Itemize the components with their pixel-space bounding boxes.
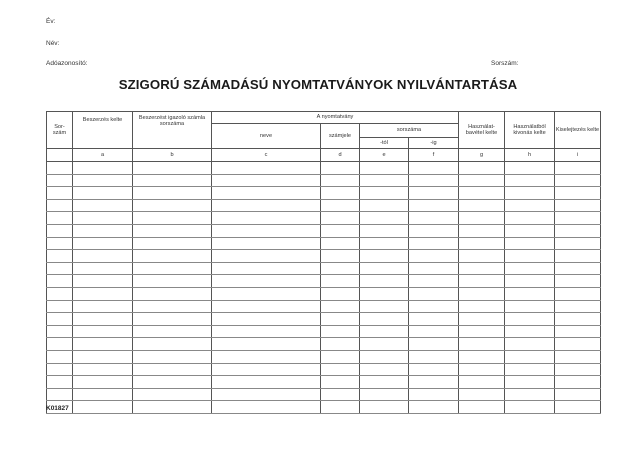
- table-cell[interactable]: [459, 287, 505, 300]
- table-cell[interactable]: [133, 162, 212, 175]
- header-szamjele: számjele: [321, 124, 360, 149]
- table-cell[interactable]: [133, 325, 212, 338]
- table-cell[interactable]: [360, 325, 409, 338]
- table-cell[interactable]: [212, 363, 321, 376]
- table-cell[interactable]: [409, 388, 459, 401]
- table-cell[interactable]: [73, 325, 133, 338]
- table-cell[interactable]: [360, 237, 409, 250]
- table-cell[interactable]: [73, 187, 133, 200]
- table-cell[interactable]: [321, 275, 360, 288]
- table-cell[interactable]: [73, 162, 133, 175]
- table-cell[interactable]: [47, 224, 73, 237]
- letter-cell: d: [321, 149, 360, 162]
- table-cell[interactable]: [360, 224, 409, 237]
- letter-cell: a: [73, 149, 133, 162]
- table-cell[interactable]: [321, 325, 360, 338]
- table-row: [47, 338, 601, 351]
- table-cell[interactable]: [212, 313, 321, 326]
- table-cell[interactable]: [360, 350, 409, 363]
- table-cell[interactable]: [133, 174, 212, 187]
- table-cell[interactable]: [73, 338, 133, 351]
- table-cell[interactable]: [212, 350, 321, 363]
- table-cell[interactable]: [133, 187, 212, 200]
- table-row: [47, 187, 601, 200]
- header-sorszama-group: sorszáma: [360, 124, 459, 138]
- table-cell[interactable]: [73, 350, 133, 363]
- header-hasznalatbol-kivonas: Használatból kivonás kelte: [505, 112, 555, 149]
- table-cell[interactable]: [321, 313, 360, 326]
- table-cell[interactable]: [505, 401, 555, 414]
- table-cell[interactable]: [212, 338, 321, 351]
- table-cell[interactable]: [321, 376, 360, 389]
- table-cell[interactable]: [555, 401, 601, 414]
- table-cell[interactable]: [321, 350, 360, 363]
- table-cell[interactable]: [360, 401, 409, 414]
- table-cell[interactable]: [133, 224, 212, 237]
- table-cell[interactable]: [321, 199, 360, 212]
- table-cell[interactable]: [212, 212, 321, 225]
- table-cell[interactable]: [409, 187, 459, 200]
- table-cell[interactable]: [133, 313, 212, 326]
- table-cell[interactable]: [555, 162, 601, 175]
- letter-cell: g: [459, 149, 505, 162]
- table-cell[interactable]: [459, 325, 505, 338]
- table-cell[interactable]: [47, 275, 73, 288]
- table-cell[interactable]: [47, 287, 73, 300]
- table-cell[interactable]: [459, 275, 505, 288]
- table-cell[interactable]: [47, 199, 73, 212]
- table-cell[interactable]: [47, 250, 73, 263]
- header-sorszam: Sor- szám: [47, 112, 73, 149]
- letter-cell: [47, 149, 73, 162]
- table-cell[interactable]: [555, 300, 601, 313]
- table-cell[interactable]: [73, 388, 133, 401]
- header-nyomtatvany-group: A nyomtatvány: [212, 112, 459, 124]
- table-body: [47, 162, 601, 414]
- table-cell[interactable]: [555, 338, 601, 351]
- table-row: [47, 237, 601, 250]
- table-cell[interactable]: [212, 162, 321, 175]
- table-cell[interactable]: [212, 287, 321, 300]
- table-cell[interactable]: [505, 300, 555, 313]
- table-cell[interactable]: [409, 338, 459, 351]
- letter-cell: e: [360, 149, 409, 162]
- table-cell[interactable]: [47, 174, 73, 187]
- table-row: [47, 401, 601, 414]
- table-cell[interactable]: [133, 388, 212, 401]
- table-cell[interactable]: [505, 287, 555, 300]
- table-cell[interactable]: [360, 187, 409, 200]
- table-cell[interactable]: [459, 187, 505, 200]
- table-cell[interactable]: [409, 162, 459, 175]
- table-cell[interactable]: [212, 275, 321, 288]
- table-cell[interactable]: [133, 287, 212, 300]
- table-cell[interactable]: [47, 363, 73, 376]
- header-kiselejtezes: Kiselejtezés kelte: [555, 112, 601, 149]
- table-row: [47, 262, 601, 275]
- table-cell[interactable]: [409, 199, 459, 212]
- table-cell[interactable]: [47, 313, 73, 326]
- letter-cell: c: [212, 149, 321, 162]
- table-cell[interactable]: [73, 275, 133, 288]
- table-cell[interactable]: [459, 199, 505, 212]
- table-cell[interactable]: [505, 388, 555, 401]
- table-cell[interactable]: [133, 212, 212, 225]
- table-cell[interactable]: [409, 174, 459, 187]
- table-cell[interactable]: [212, 250, 321, 263]
- table-cell[interactable]: [409, 363, 459, 376]
- table-cell[interactable]: [360, 212, 409, 225]
- table-cell[interactable]: [212, 187, 321, 200]
- table-cell[interactable]: [409, 250, 459, 263]
- table-cell[interactable]: [505, 250, 555, 263]
- header-hasznalatba-vetel: Használat- bavétel kelte: [459, 112, 505, 149]
- table-row: [47, 363, 601, 376]
- table-cell[interactable]: [409, 401, 459, 414]
- letter-cell: f: [409, 149, 459, 162]
- table-cell[interactable]: [459, 224, 505, 237]
- table-cell[interactable]: [409, 212, 459, 225]
- table-cell[interactable]: [555, 199, 601, 212]
- table-cell[interactable]: [409, 262, 459, 275]
- table-cell[interactable]: [212, 325, 321, 338]
- table-cell[interactable]: [133, 376, 212, 389]
- table-cell[interactable]: [73, 313, 133, 326]
- table-cell[interactable]: [459, 388, 505, 401]
- table-row: [47, 376, 601, 389]
- table-cell[interactable]: [73, 199, 133, 212]
- table-cell[interactable]: [212, 388, 321, 401]
- table-cell[interactable]: [555, 313, 601, 326]
- table-cell[interactable]: [133, 250, 212, 263]
- table-cell[interactable]: [321, 287, 360, 300]
- table-cell[interactable]: [73, 224, 133, 237]
- table-cell[interactable]: [47, 350, 73, 363]
- table-cell[interactable]: [133, 363, 212, 376]
- table-cell[interactable]: [321, 401, 360, 414]
- table-cell[interactable]: [133, 338, 212, 351]
- table-cell[interactable]: [409, 376, 459, 389]
- table-cell[interactable]: [360, 300, 409, 313]
- letter-cell: i: [555, 149, 601, 162]
- table-row: [47, 224, 601, 237]
- table-row: [47, 300, 601, 313]
- table-cell[interactable]: [505, 212, 555, 225]
- table-cell[interactable]: [73, 376, 133, 389]
- table-cell[interactable]: [459, 313, 505, 326]
- table-cell[interactable]: [505, 174, 555, 187]
- table-cell[interactable]: [360, 388, 409, 401]
- header-beszerzest-igazolo: Beszerzést igazoló számla sorszáma: [133, 112, 212, 149]
- table-cell[interactable]: [409, 300, 459, 313]
- table-cell[interactable]: [459, 212, 505, 225]
- table-cell[interactable]: [505, 224, 555, 237]
- table-cell[interactable]: [555, 187, 601, 200]
- table-row: [47, 162, 601, 175]
- table-cell[interactable]: [212, 237, 321, 250]
- table-cell[interactable]: [360, 250, 409, 263]
- table-cell[interactable]: [133, 262, 212, 275]
- table-cell[interactable]: [459, 250, 505, 263]
- table-cell[interactable]: [505, 187, 555, 200]
- table-cell[interactable]: [505, 262, 555, 275]
- table-cell[interactable]: [133, 350, 212, 363]
- table-cell[interactable]: [47, 388, 73, 401]
- nev-label: Név:: [46, 40, 60, 47]
- table-cell[interactable]: [360, 275, 409, 288]
- table-cell[interactable]: [555, 174, 601, 187]
- register-table: [46, 111, 601, 414]
- table-row: [47, 199, 601, 212]
- table-cell[interactable]: [73, 300, 133, 313]
- table-cell[interactable]: [321, 212, 360, 225]
- table-cell[interactable]: [409, 224, 459, 237]
- table-cell[interactable]: [47, 237, 73, 250]
- table-cell[interactable]: [212, 262, 321, 275]
- header-neve: neve: [212, 124, 321, 149]
- table-cell[interactable]: [133, 275, 212, 288]
- table-cell[interactable]: [321, 388, 360, 401]
- table-cell[interactable]: [409, 350, 459, 363]
- table-cell[interactable]: [555, 363, 601, 376]
- table-cell[interactable]: [555, 237, 601, 250]
- table-cell[interactable]: [212, 224, 321, 237]
- table-cell[interactable]: [505, 325, 555, 338]
- table-cell[interactable]: [459, 401, 505, 414]
- table-cell[interactable]: [321, 237, 360, 250]
- table-cell[interactable]: [409, 275, 459, 288]
- table-cell[interactable]: [459, 376, 505, 389]
- table-cell[interactable]: [409, 237, 459, 250]
- table-row: [47, 275, 601, 288]
- table-cell[interactable]: [555, 250, 601, 263]
- table-row: [47, 325, 601, 338]
- table-cell[interactable]: [505, 376, 555, 389]
- table-cell[interactable]: [73, 262, 133, 275]
- table-cell[interactable]: [555, 325, 601, 338]
- table-cell[interactable]: [505, 275, 555, 288]
- table-row: [47, 388, 601, 401]
- table-cell[interactable]: [360, 376, 409, 389]
- table-cell[interactable]: [360, 287, 409, 300]
- table-cell[interactable]: [555, 224, 601, 237]
- table-cell[interactable]: [505, 199, 555, 212]
- table-cell[interactable]: [555, 212, 601, 225]
- table-cell[interactable]: [459, 350, 505, 363]
- table-cell[interactable]: [321, 162, 360, 175]
- table-row: [47, 313, 601, 326]
- table-cell[interactable]: [459, 300, 505, 313]
- table-cell[interactable]: [321, 224, 360, 237]
- table-cell[interactable]: [47, 162, 73, 175]
- table-cell[interactable]: [73, 401, 133, 414]
- table-cell[interactable]: [360, 313, 409, 326]
- table-cell[interactable]: [73, 174, 133, 187]
- table-cell[interactable]: [321, 187, 360, 200]
- table-cell[interactable]: [459, 237, 505, 250]
- adoazonosito-label: Adóazonosító:: [46, 60, 88, 67]
- table-cell[interactable]: [212, 199, 321, 212]
- table-row: [47, 350, 601, 363]
- table-cell[interactable]: [505, 162, 555, 175]
- table-cell[interactable]: [360, 338, 409, 351]
- table-cell[interactable]: [321, 300, 360, 313]
- table-cell[interactable]: [47, 300, 73, 313]
- table-cell[interactable]: [73, 237, 133, 250]
- table-cell[interactable]: [321, 363, 360, 376]
- table-cell[interactable]: [133, 300, 212, 313]
- table-cell[interactable]: [47, 338, 73, 351]
- letter-cell: h: [505, 149, 555, 162]
- table-cell[interactable]: [555, 350, 601, 363]
- table-cell[interactable]: [409, 325, 459, 338]
- table-cell[interactable]: [321, 250, 360, 263]
- table-cell[interactable]: [47, 187, 73, 200]
- table-cell[interactable]: [133, 237, 212, 250]
- table-cell[interactable]: [555, 287, 601, 300]
- header-tol: -tól: [360, 138, 409, 149]
- header-beszerzes-kelte: Beszerzés kelte: [73, 112, 133, 149]
- table-cell[interactable]: [47, 325, 73, 338]
- table-cell[interactable]: [505, 237, 555, 250]
- table-cell[interactable]: [73, 212, 133, 225]
- table-cell[interactable]: [555, 275, 601, 288]
- table-cell[interactable]: [360, 363, 409, 376]
- form-code: K01827: [46, 405, 69, 412]
- letter-cell: b: [133, 149, 212, 162]
- table-cell[interactable]: [505, 350, 555, 363]
- table-cell[interactable]: [73, 250, 133, 263]
- ev-label: Év:: [46, 18, 56, 25]
- table-row: [47, 212, 601, 225]
- table-cell[interactable]: [409, 313, 459, 326]
- table-cell[interactable]: [459, 174, 505, 187]
- table-cell[interactable]: [505, 313, 555, 326]
- page-title: SZIGORÚ SZÁMADÁSÚ NYOMTATVÁNYOK NYILVÁNTARTÁSA: [118, 77, 518, 92]
- table-cell[interactable]: [47, 212, 73, 225]
- table-cell[interactable]: [459, 363, 505, 376]
- table-cell[interactable]: [133, 401, 212, 414]
- table-cell[interactable]: [360, 262, 409, 275]
- table-cell[interactable]: [321, 338, 360, 351]
- table-cell[interactable]: [47, 262, 73, 275]
- table-cell[interactable]: [133, 199, 212, 212]
- table-cell[interactable]: [409, 287, 459, 300]
- table-cell[interactable]: [212, 376, 321, 389]
- table-cell[interactable]: [360, 199, 409, 212]
- table-cell[interactable]: [73, 287, 133, 300]
- table-cell[interactable]: [321, 174, 360, 187]
- column-letters-row: [47, 149, 601, 162]
- table-row: [47, 174, 601, 187]
- table-cell[interactable]: [459, 262, 505, 275]
- table-cell[interactable]: [212, 300, 321, 313]
- header-ig: -ig: [409, 138, 459, 149]
- table-cell[interactable]: [321, 262, 360, 275]
- table-cell[interactable]: [212, 401, 321, 414]
- table-cell[interactable]: [555, 376, 601, 389]
- table-cell[interactable]: [47, 376, 73, 389]
- table-cell[interactable]: [459, 338, 505, 351]
- table-row: [47, 287, 601, 300]
- table-cell[interactable]: [555, 262, 601, 275]
- table-cell[interactable]: [73, 363, 133, 376]
- table-row: [47, 250, 601, 263]
- sorszam-label: Sorszám:: [491, 60, 519, 67]
- table-cell[interactable]: [459, 162, 505, 175]
- table-cell[interactable]: [212, 174, 321, 187]
- table-cell[interactable]: [360, 162, 409, 175]
- table-cell[interactable]: [555, 388, 601, 401]
- table-cell[interactable]: [505, 363, 555, 376]
- table-cell[interactable]: [360, 174, 409, 187]
- table-cell[interactable]: [505, 338, 555, 351]
